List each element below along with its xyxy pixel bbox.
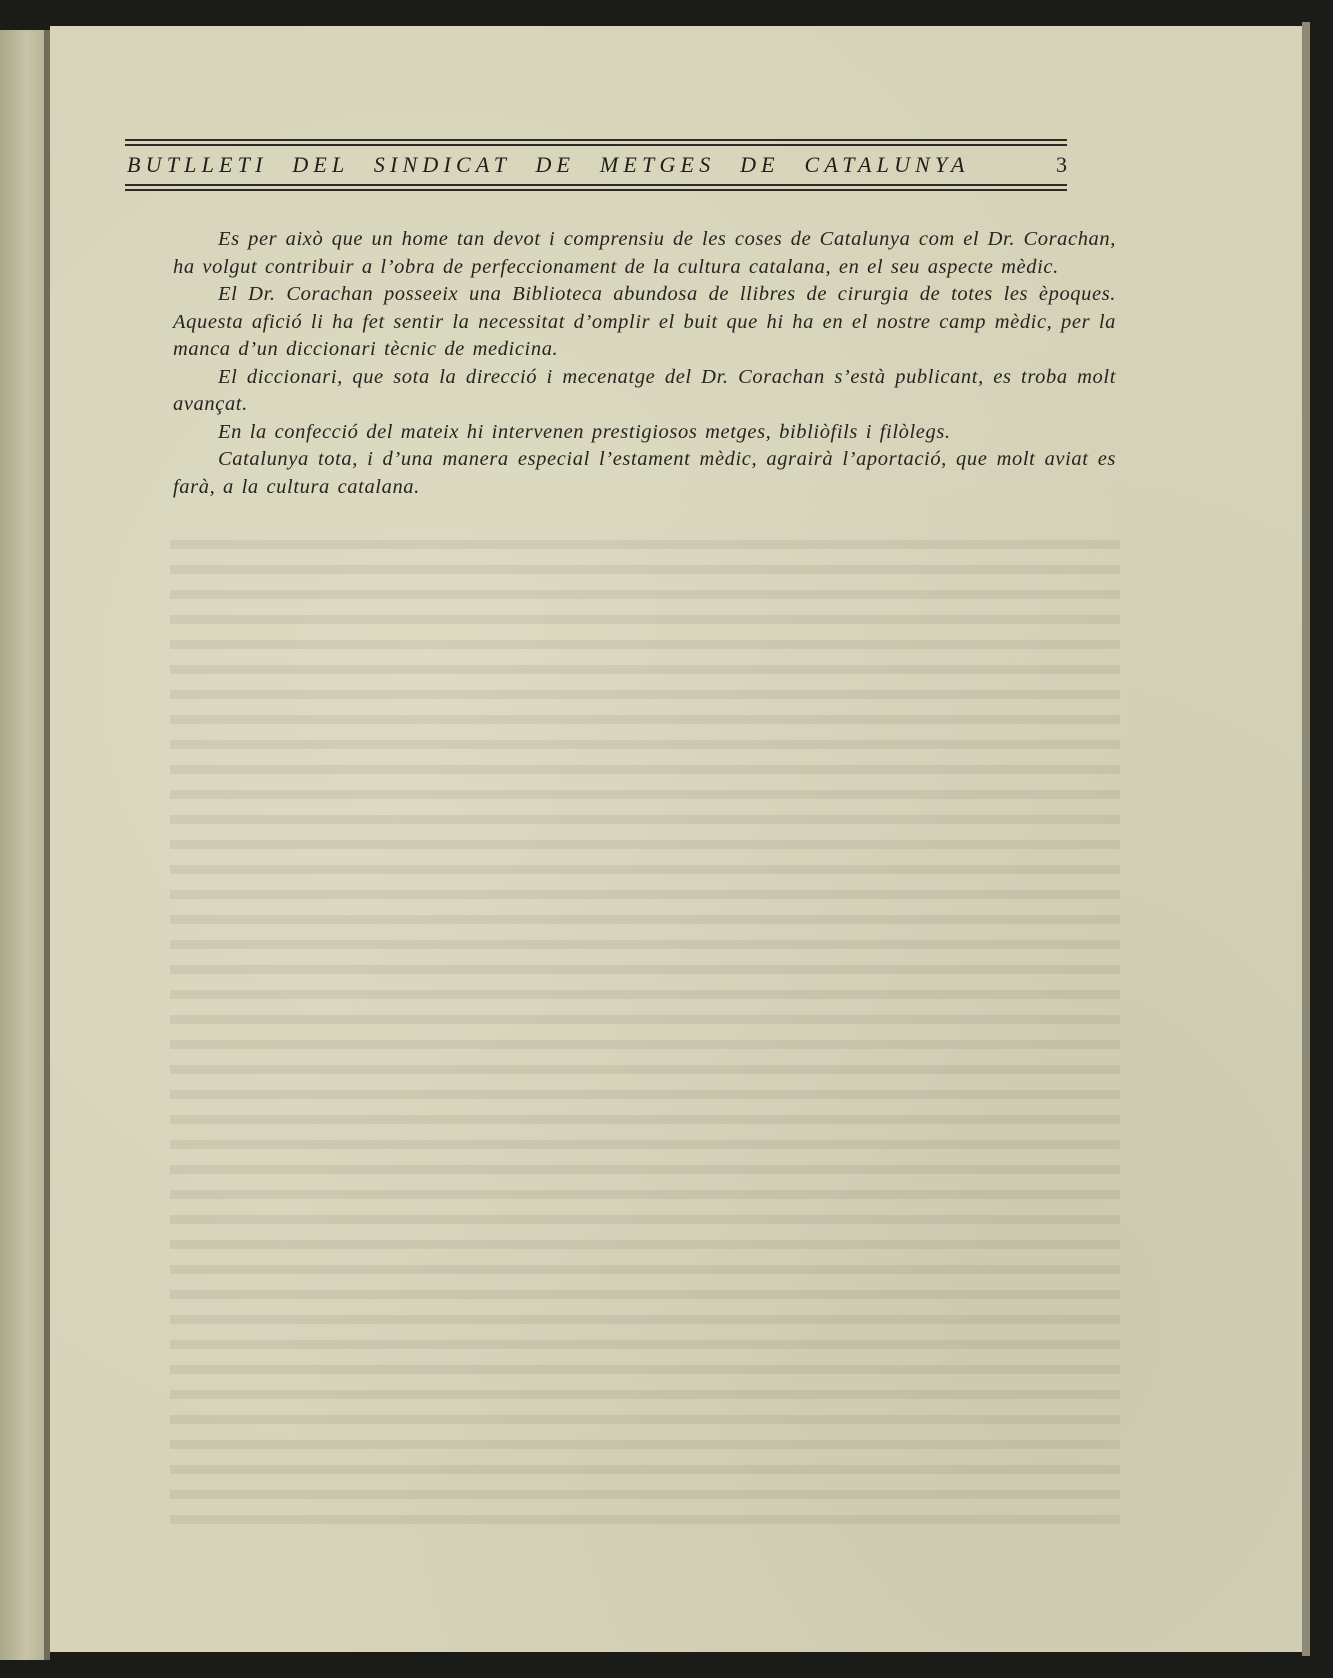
running-header (125, 112, 1067, 192)
paragraph: El diccionari, que sota la direcció i mecenatge del Dr. Corachan s’està publicant, es troba molt avançat. (173, 365, 1116, 415)
paragraph: En la confecció del mateix hi intervenen prestigiosos metges, bibliòfils i filòlegs. (218, 420, 951, 443)
paragraph: Catalunya tota, i d’una manera especial l’estament mèdic, agrairà l’aportació, que molt aviat es farà, a la cultura catalana. (173, 448, 1116, 498)
paragraph: Es per això que un home tan devot i comprensiu de les coses de Catalunya com el Dr. Corachan, ha volgut contribuir a l’obra de perfeccionament de la cultura catalana, en el seu aspecte mèdic. (173, 228, 1116, 278)
header-rule-bottom (125, 189, 1067, 191)
running-title: BUTLLETI DEL SINDICAT DE METGES DE CATALUNYA (127, 152, 970, 177)
article-body (173, 226, 1116, 501)
header-rule-top (125, 139, 1067, 141)
page-edge-shadow (1302, 22, 1310, 1656)
header-rule-top-inner (125, 144, 1067, 146)
reverse-side-bleed-through (170, 540, 1120, 1540)
page-number: 3 (1056, 152, 1067, 177)
paragraph: El Dr. Corachan posseeix una Biblioteca abundosa de llibres de cirurgia de totes les èpoques. Aquesta afició li ha fet sentir la necessitat d’omplir el buit que hi ha en el nostre camp mèdic, per la manca d’un diccionari tècnic de medicina. (173, 283, 1116, 360)
header-rule-bottom-inner (125, 184, 1067, 186)
facing-page-edge (0, 30, 44, 1660)
